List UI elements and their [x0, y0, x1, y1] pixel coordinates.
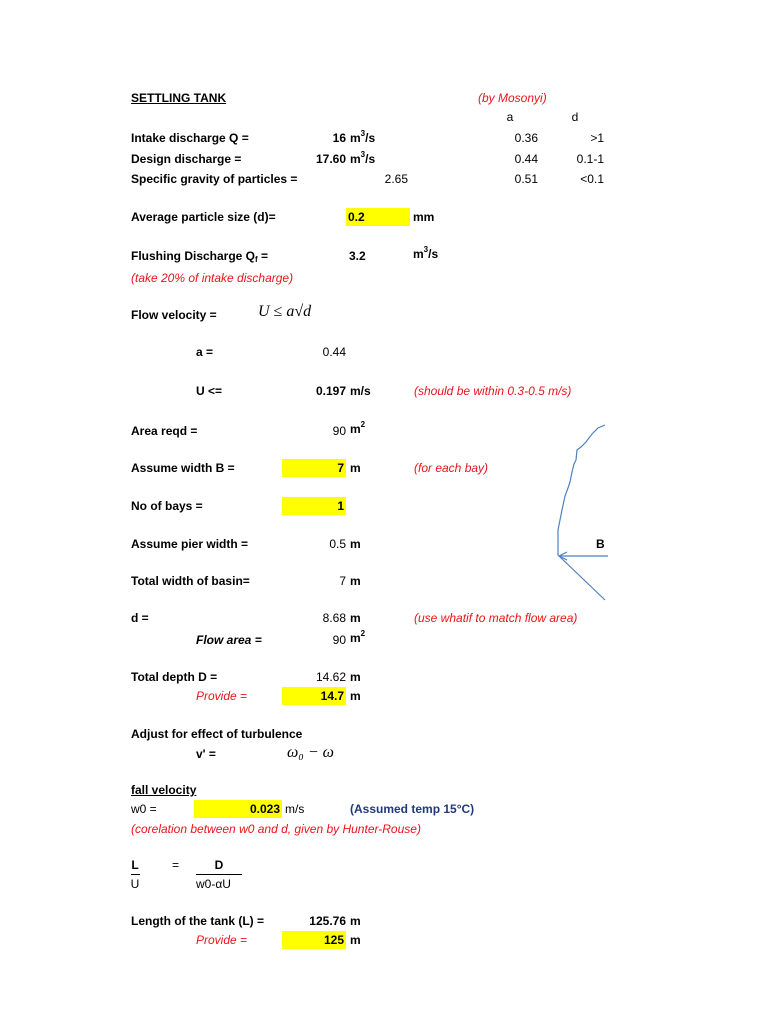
total-width-label: Total width of basin=: [131, 574, 250, 588]
width-value[interactable]: 7: [337, 461, 344, 475]
u-value: 0.197: [315, 384, 346, 398]
area-label: Area reqd =: [131, 424, 198, 438]
u-label: U <=: [196, 384, 223, 398]
mosonyi-d-1: 0.1-1: [576, 152, 604, 166]
provide-depth-unit: m: [350, 689, 361, 703]
length-label: Length of the tank (L) =: [131, 914, 264, 928]
w0-unit: m/s: [285, 802, 305, 816]
width-note: (for each bay): [414, 461, 489, 475]
assumed-temp-note: (Assumed temp 15°C): [350, 802, 475, 816]
flushing-value: 3.2: [349, 249, 366, 263]
specific-gravity-label: Specific gravity of particles =: [131, 172, 298, 186]
flushing-label: Flushing Discharge $Q_f$ =: [131, 249, 269, 264]
v-label: v' =: [196, 747, 216, 761]
mosonyi-label: (by Mosonyi): [478, 91, 547, 105]
total-depth-value: 14.62: [315, 670, 346, 684]
flushing-unit: $m^3/s$: [413, 245, 439, 261]
d-unit: m: [350, 611, 361, 625]
provide-depth-value[interactable]: 14.7: [320, 689, 344, 703]
basin-outline: [558, 425, 605, 600]
length-unit: m: [350, 914, 361, 928]
turbulence-label: Adjust for effect of turbulence: [131, 727, 303, 741]
design-value: 17.60: [315, 152, 346, 166]
d-value: 8.68: [322, 611, 346, 625]
flow-velocity-label: Flow velocity =: [131, 308, 217, 322]
d-label: d =: [131, 611, 149, 625]
mosonyi-col-a: a: [506, 110, 514, 124]
correlation-note: (corelation between w0 and d, given by Hunter-Rouse): [131, 822, 421, 836]
length-value: 125.76: [309, 914, 346, 928]
particle-size-value[interactable]: 0.2: [348, 210, 365, 224]
particle-size-label: Average particle size (d)=: [131, 210, 276, 224]
width-label: Assume width B =: [131, 461, 235, 475]
flow-area-unit: $m^2$: [350, 629, 366, 645]
w0-value[interactable]: 0.023: [249, 802, 280, 816]
ratio-den-left: U: [130, 877, 140, 891]
mosonyi-col-d: d: [571, 110, 579, 124]
pier-unit: m: [350, 537, 361, 551]
provide-length-unit: m: [350, 933, 361, 947]
intake-value: 16: [332, 131, 346, 145]
provide-length-label: Provide =: [196, 933, 248, 947]
total-width-unit: m: [350, 574, 361, 588]
page-title: SETTLING TANK: [131, 91, 227, 105]
mosonyi-a-1: 0.44: [514, 152, 538, 166]
ratio-num-right: D: [214, 858, 224, 872]
mosonyi-a-0: 0.36: [514, 131, 538, 145]
pier-label: Assume pier width =: [131, 537, 249, 551]
provide-depth-label: Provide =: [196, 689, 248, 703]
design-label: Design discharge =: [131, 152, 242, 166]
intake-label: Intake discharge Q =: [131, 131, 249, 145]
flushing-note: (take 20% of intake discharge): [131, 271, 294, 285]
mosonyi-d-2: <0.1: [580, 172, 604, 186]
ratio-num-left: L: [131, 858, 139, 872]
area-unit: $m^2$: [350, 420, 366, 436]
flow-area-value: 90: [332, 633, 346, 647]
mosonyi-d-0: >1: [590, 131, 604, 145]
provide-length-value[interactable]: 125: [323, 933, 344, 947]
mosonyi-a-2: 0.51: [514, 172, 538, 186]
bays-label: No of bays =: [131, 499, 203, 513]
w0-label: w0 =: [131, 802, 157, 816]
bays-value[interactable]: 1: [337, 499, 344, 513]
design-unit: $m^3/s$: [350, 150, 376, 166]
fall-velocity-heading: fall velocity: [131, 783, 197, 797]
a-label: a =: [196, 345, 214, 359]
basin-sketch: [550, 420, 610, 610]
total-depth-unit: m: [350, 670, 361, 684]
turbulence-formula: ω₀ − ω: [287, 744, 334, 761]
ratio-right-bar: [196, 874, 242, 875]
intake-unit: $m^3/s$: [350, 129, 376, 145]
total-width-value: 7: [339, 574, 346, 588]
a-value: 0.44: [322, 345, 346, 359]
flow-velocity-formula: U ≤ a√d: [258, 303, 312, 320]
specific-gravity-value: 2.65: [384, 172, 408, 186]
width-unit: m: [350, 461, 361, 475]
u-note: (should be within 0.3-0.5 m/s): [414, 384, 572, 398]
d-note: (use whatif to match flow area): [414, 611, 578, 625]
particle-size-unit: mm: [413, 210, 435, 224]
u-unit: m/s: [350, 384, 371, 398]
area-value: 90: [332, 424, 346, 438]
pier-value: 0.5: [329, 537, 346, 551]
diagram-b-label: B: [596, 537, 605, 551]
ratio-equals: =: [172, 858, 180, 872]
ratio-left-bar: [131, 874, 140, 875]
flow-area-label: Flow area =: [196, 633, 262, 647]
total-depth-label: Total depth D =: [131, 670, 218, 684]
ratio-den-right: w0-αU: [196, 877, 231, 891]
